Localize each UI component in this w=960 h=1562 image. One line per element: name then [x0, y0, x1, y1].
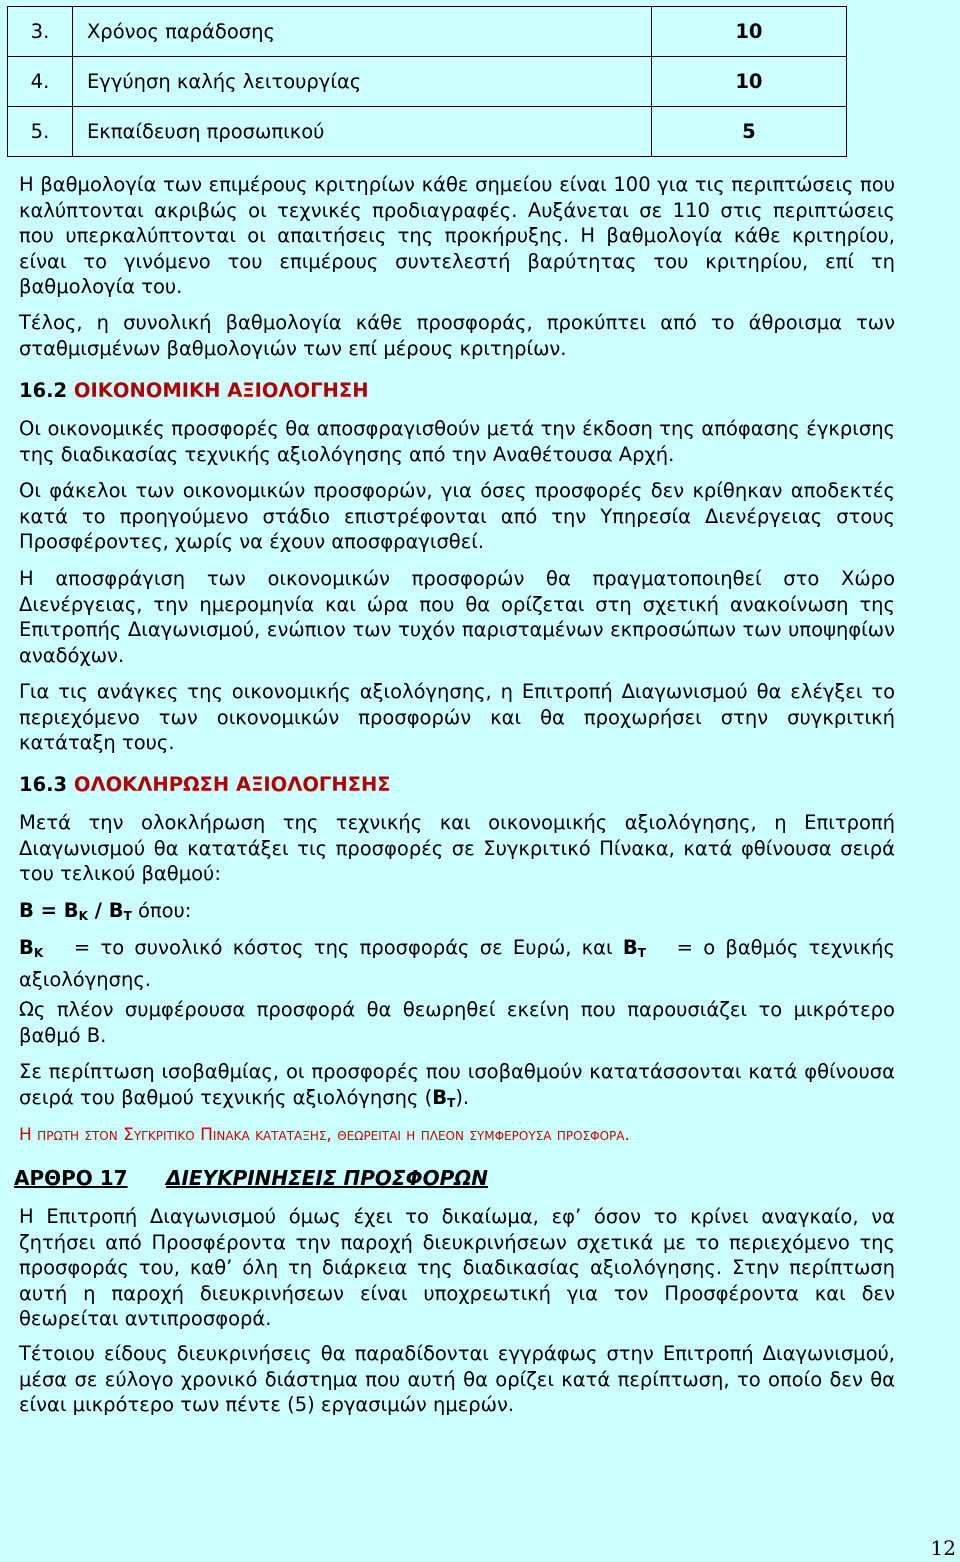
section-number: 16.2 — [19, 379, 68, 402]
section-heading-16-3 — [19, 772, 391, 797]
section-title: ΟΙΚΟΝΟΜΙΚΗ ΑΞΙΟΛΟΓΗΣΗ — [73, 379, 369, 402]
tie-paragraph: Σε περίπτωση ισοβαθμίας, οι προσφορές που ισοβαθμούν κατατάσσονται κατά φθίνουσα σειρά του βαθμού τεχνικής αξιολόγησης $(B_T)$. — [19, 1060, 895, 1110]
criteria-weights-table — [7, 6, 847, 157]
criterion-label: Χρόνος παράδοσης — [72, 7, 651, 57]
criterion-number: 3. — [8, 7, 73, 57]
paragraph: Η Επιτροπή Διαγωνισμού όμως έχει το δικαίωμα, εφ’ όσον το κρίνει αναγκαίο, να ζητήσει από Προσφέροντα την παροχή διευκρινήσεων σχετικά με το περιεχόμενο της προσφοράς του, καθ’ όλη τη διάρκεια της διαδικασίας αξιολόγησης. Στην περίπτωση αυτή η παροχή διευκρινήσεων είναι υποχρεωτική για τον Προσφέροντα και δεν θεωρείται αντιπροσφορά. — [19, 1205, 895, 1330]
criterion-weight: 10 — [651, 7, 846, 57]
article-label: ΑΡΘΡΟ 17 — [14, 1166, 128, 1190]
table-row — [8, 57, 847, 107]
criterion-weight: 10 — [651, 57, 846, 107]
paragraph: Οι οικονομικές προσφορές θα αποσφραγισθούν μετά την έκδοση της απόφασης έγκρισης της διαδικασίας τεχνικής αξιολόγησης από την Αναθέτουσα Αρχή. — [19, 417, 895, 466]
formula-definitions: $B_K$ = το συνολικό κόστος της προσφοράς σε Ευρώ, και $B_T$ = ο βαθμός τεχνικής αξιολόγησης. — [19, 936, 895, 991]
article-title: ΔΙΕΥΚΡΙΝΗΣΕΙΣ ΠΡΟΣΦΟΡΩΝ — [166, 1166, 488, 1190]
criterion-number: 4. — [8, 57, 73, 107]
paragraph: Τέτοιου είδους διευκρινήσεις θα παραδίδονται εγγράφως στην Επιτροπή Διαγωνισμού, μέσα σε εύλογο χρονικό διάστημα που αυτή θα ορίζει κατά περίπτωση, το οποίο δεν θα είναι μικρότερο των πέντε (5) εργασιμών ημερών. — [19, 1342, 895, 1416]
table-row — [8, 107, 847, 157]
table-row — [8, 7, 847, 57]
criterion-label: Εκπαίδευση προσωπικού — [72, 107, 651, 157]
criterion-label: Εγγύηση καλής λειτουργίας — [72, 57, 651, 107]
section-heading-16-2 — [19, 378, 369, 403]
paragraph: Μετά την ολοκλήρωση της τεχνικής και οικονομικής αξιολόγησης, η Επιτροπή Διαγωνισμού θα κατατάξει τις προσφορές σε Συγκριτικό Πίνακα, κατά φθίνουσα σειρά του τελικού βαθμού: — [19, 811, 895, 885]
paragraph: Για τις ανάγκες της οικονομικής αξιολόγησης, η Επιτροπή Διαγωνισμού θα ελέγξει το περιεχόμενο των οικονομικών προσφορών και θα προχωρήσει στην συγκριτική κατάταξη τους. — [19, 680, 895, 754]
criterion-weight: 5 — [651, 107, 846, 157]
paragraph: Η αποσφράγιση των οικονομικών προσφορών θα πραγματοποιηθεί στο Χώρο Διενέργειας, την ημερομηνία και ώρα που θα ορίζεται στη σχετική ανακοίνωση της Επιτροπής Διαγωνισμού, ενώπιον των τυχόν παρισταμένων εκπροσώπων των υποψηφίων αναδόχων. — [19, 567, 895, 667]
section-number: 16.3 — [19, 773, 68, 796]
page-number: 12 — [930, 1536, 956, 1560]
section-title: ΟΛΟΚΛΗΡΩΣΗ ΑΞΙΟΛΟΓΗΣΗΣ — [73, 773, 391, 796]
weighted-sum-paragraph: Τέλος, η συνολική βαθμολογία κάθε προσφοράς, προκύπτει από το άθροισμα των σταθμισμένων βαθμολογιών των επί μέρους κριτηρίων. — [19, 311, 895, 360]
score-formula: $B = B_K / B_T$ όπου: — [19, 899, 192, 923]
article-heading — [14, 1165, 488, 1191]
paragraph: Ως πλέον συμφέρουσα προσφορά θα θεωρηθεί εκείνη που παρουσιάζει το μικρότερο βαθμό Β. — [19, 998, 895, 1047]
criterion-number: 5. — [8, 107, 73, 157]
scoring-paragraph: Η βαθμολογία των επιμέρους κριτηρίων κάθε σημείου είναι 100 για τις περιπτώσεις που καλύπτονται ακριβώς οι τεχνικές προδιαγραφές. Αυξάνεται σε 110 στις περιπτώσεις που υπερκαλύπτονται οι απαιτήσεις της προκήρυξης. Η βαθμολογία κάθε κριτηρίου, είναι το γινόμενο του επιμέρους συντελεστή βαρύτητας του κριτηρίου, επί τη βαθμολογία του. — [19, 173, 895, 298]
paragraph: Οι φάκελοι των οικονομικών προσφορών, για όσες προσφορές δεν κρίθηκαν αποδεκτές κατά το προηγούμενο στάδιο επιστρέφονται από την Υπηρεσία Διενέργειας στους Προσφέροντες, χωρίς να έχουν αποσφραγισθεί. — [19, 479, 895, 553]
red-note: Η πρωτη στον Συγκριτικο Πινακα καταταξης, θεωρειται η πλεον συμφερουσα προσφορα. — [19, 1125, 630, 1145]
